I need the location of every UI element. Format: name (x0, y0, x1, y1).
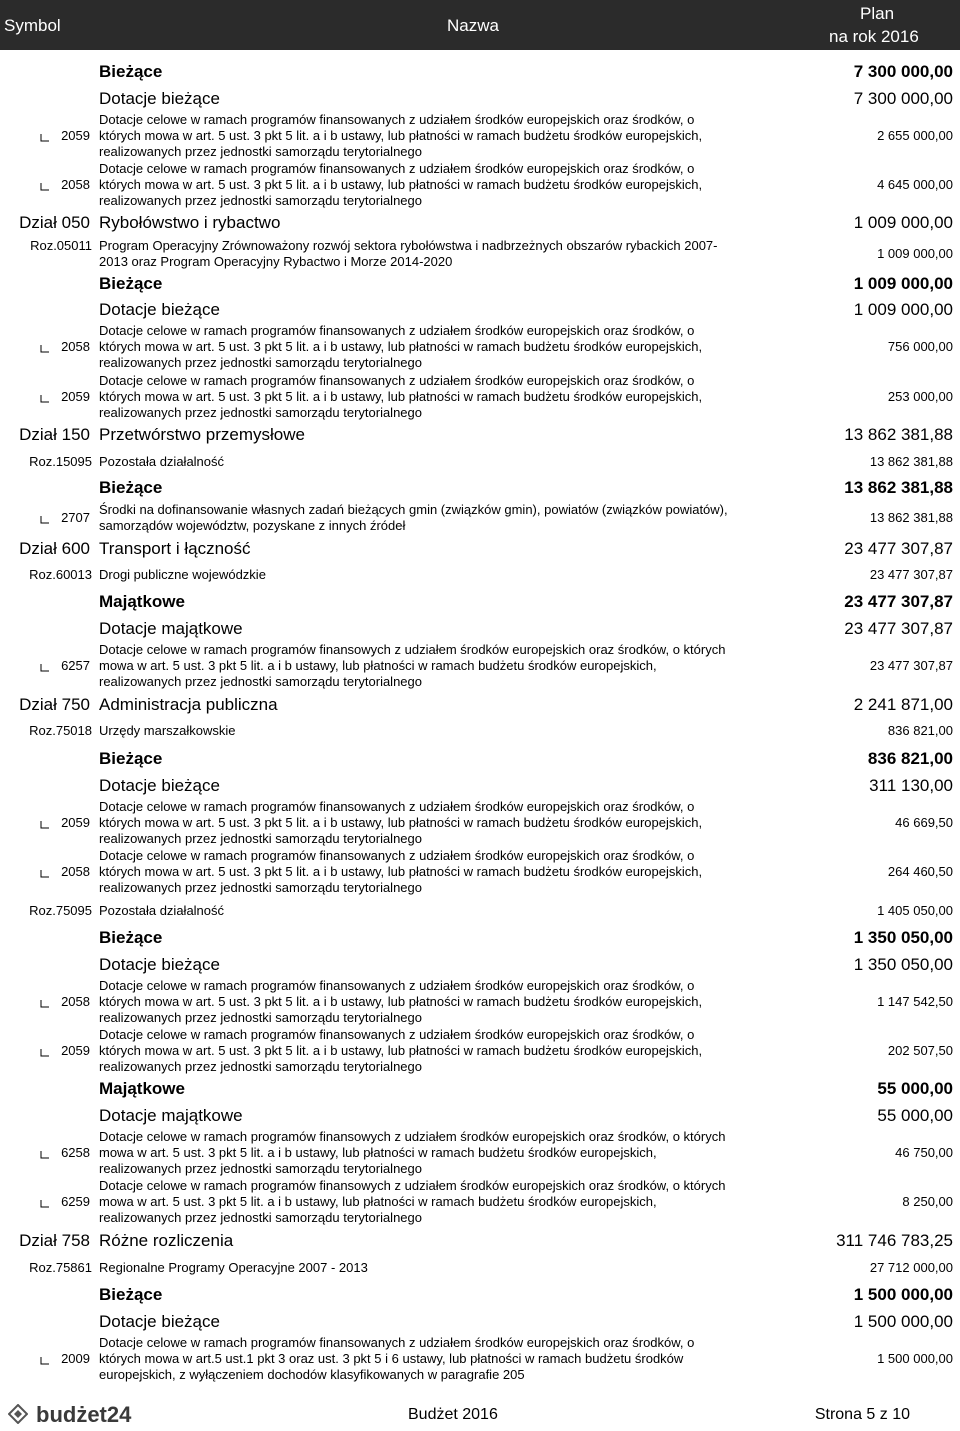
header-plan-year: na rok 2016 (829, 27, 919, 46)
paragraph-code: 2009 (61, 1351, 90, 1366)
category-amount: 23 477 307,87 (844, 592, 953, 611)
section-amount: 13 862 381,88 (844, 425, 953, 444)
paragraph-description-line: realizowanych przez jednostki samorządu terytorialnego (99, 1210, 422, 1225)
category-label: Majątkowe (99, 1079, 185, 1098)
paragraph-description-line: realizowanych przez jednostki samorządu terytorialnego (99, 405, 422, 420)
subcategory-amount: 23 477 307,87 (844, 619, 953, 638)
paragraph-description-line: Dotacje celowe w ramach programów finansowanych z udziałem środków europejskich oraz środków, o (99, 112, 695, 127)
paragraph-description-line: Dotacje celowe w ramach programów finansowanych z udziałem środków europejskich oraz środków, o (99, 1335, 695, 1350)
subcategory-label: Dotacje bieżące (99, 955, 220, 974)
paragraph-amount: 1 500 000,00 (877, 1351, 953, 1366)
category-amount: 55 000,00 (877, 1079, 953, 1098)
paragraph-amount: 1 147 542,50 (877, 994, 953, 1009)
paragraph-description-line: których mowa w art. 5 ust. 3 pkt 5 lit. a i b ustawy, lub płatności w ramach budżetu środków europejskich, (99, 128, 703, 143)
paragraph-amount: 46 669,50 (895, 815, 953, 830)
page-footer (0, 1398, 960, 1431)
chapter-amount: 1 405 050,00 (877, 903, 953, 918)
subcategory-label: Dotacje bieżące (99, 1312, 220, 1331)
paragraph-description-line: Dotacje celowe w ramach programów finansowych z udziałem środków europejskich oraz środków, o których (99, 1129, 726, 1144)
paragraph-description-line: Dotacje celowe w ramach programów finansowych z udziałem środków europejskich oraz środków, o których (99, 1178, 726, 1193)
paragraph-code: 2059 (61, 1043, 90, 1058)
chapter-name-line: Program Operacyjny Zrównoważony rozwój sektora rybołówstwa i nadbrzeżnych obszarów rybackich 2007- (99, 238, 718, 253)
subcategory-label: Dotacje bieżące (99, 300, 220, 319)
paragraph-code: 2058 (61, 864, 90, 879)
category-label: Bieżące (99, 62, 163, 81)
section-code: Dział 600 (19, 539, 90, 558)
chapter-name-line: Urzędy marszałkowskie (99, 723, 236, 738)
subcategory-amount: 7 300 000,00 (853, 89, 953, 108)
category-label: Bieżące (99, 274, 163, 293)
chapter-name-line: Pozostała działalność (99, 454, 225, 469)
paragraph-description-line: których mowa w art. 5 ust. 3 pkt 5 lit. a i b ustawy, lub płatności w ramach budżetu środków europejskich, (99, 815, 703, 830)
paragraph-description-line: których mowa w art. 5 ust. 3 pkt 5 lit. a i b ustawy, lub płatności w ramach budżetu środków europejskich, (99, 1043, 703, 1058)
paragraph-amount: 13 862 381,88 (869, 510, 953, 525)
section-label: Rybołówstwo i rybactwo (99, 213, 281, 232)
paragraph-amount: 8 250,00 (902, 1194, 953, 1209)
chapter-name-line: Regionalne Programy Operacyjne 2007 - 2013 (99, 1260, 368, 1275)
paragraph-amount: 46 750,00 (895, 1145, 953, 1160)
paragraph-description-line: których mowa w art. 5 ust. 3 pkt 5 lit. a i b ustawy, lub płatności w ramach budżetu środków europejskich, (99, 177, 703, 192)
header-nazwa: Nazwa (447, 16, 499, 35)
category-amount: 1 350 050,00 (853, 928, 953, 947)
paragraph-description-line: realizowanych przez jednostki samorządu terytorialnego (99, 1010, 422, 1025)
paragraph-description-line: Dotacje celowe w ramach programów finansowanych z udziałem środków europejskich oraz środków, o (99, 848, 695, 863)
paragraph-code: 2058 (61, 994, 90, 1009)
footer-logo-text: budżet24 (36, 1402, 132, 1427)
paragraph-description-line: realizowanych przez jednostki samorządu terytorialnego (99, 1059, 422, 1074)
section-code: Dział 150 (19, 425, 90, 444)
table-header (0, 0, 960, 50)
subcategory-label: Dotacje majątkowe (99, 619, 243, 638)
footer-budget-year: Budżet 2016 (408, 1406, 498, 1423)
chapter-code: Roz.15095 (29, 454, 92, 469)
paragraph-code: 6257 (61, 658, 90, 673)
paragraph-code: 2058 (61, 177, 90, 192)
subcategory-amount: 311 130,00 (869, 776, 953, 795)
chapter-code: Roz.75861 (29, 1260, 92, 1275)
paragraph-amount: 2 655 000,00 (877, 128, 953, 143)
section-amount: 2 241 871,00 (853, 695, 953, 714)
section-label: Administracja publiczna (99, 695, 278, 714)
paragraph-description-line: których mowa w art. 5 ust. 3 pkt 5 lit. a i b ustawy, lub płatności w ramach budżetu środków europejskich, (99, 339, 703, 354)
paragraph-description-line: Dotacje celowe w ramach programów finansowanych z udziałem środków europejskich oraz środków, o (99, 161, 695, 176)
subcategory-label: Dotacje bieżące (99, 89, 220, 108)
subcategory-amount: 1 350 050,00 (853, 955, 953, 974)
chapter-name-line: Drogi publiczne wojewódzkie (99, 567, 266, 582)
chapter-code: Roz.75018 (29, 723, 92, 738)
section-amount: 23 477 307,87 (844, 539, 953, 558)
category-label: Bieżące (99, 1285, 163, 1304)
category-label: Bieżące (99, 928, 163, 947)
paragraph-description-line: Dotacje celowe w ramach programów finansowanych z udziałem środków europejskich oraz środków, o (99, 799, 695, 814)
category-label: Bieżące (99, 749, 163, 768)
chapter-code: Roz.60013 (29, 567, 92, 582)
paragraph-description-line: Dotacje celowe w ramach programów finansowych z udziałem środków europejskich oraz środków, o których (99, 642, 726, 657)
paragraph-code: 2707 (61, 510, 90, 525)
paragraph-code: 6258 (61, 1145, 90, 1160)
paragraph-code: 2059 (61, 815, 90, 830)
paragraph-description-line: Dotacje celowe w ramach programów finansowanych z udziałem środków europejskich oraz środków, o (99, 1027, 695, 1042)
chapter-amount: 27 712 000,00 (869, 1260, 953, 1275)
paragraph-description-line: realizowanych przez jednostki samorządu terytorialnego (99, 193, 422, 208)
paragraph-description-line: realizowanych przez jednostki samorządu terytorialnego (99, 674, 422, 689)
subcategory-amount: 55 000,00 (877, 1106, 953, 1125)
section-label: Różne rozliczenia (99, 1231, 234, 1250)
section-amount: 1 009 000,00 (853, 213, 953, 232)
paragraph-description-line: realizowanych przez jednostki samorządu terytorialnego (99, 144, 422, 159)
paragraph-description-line: Dotacje celowe w ramach programów finansowanych z udziałem środków europejskich oraz środków, o (99, 978, 695, 993)
paragraph-code: 6259 (61, 1194, 90, 1209)
footer-page-number: Strona 5 z 10 (814, 1406, 910, 1423)
subcategory-amount: 1 500 000,00 (853, 1312, 953, 1331)
paragraph-description-line: Środki na dofinansowanie własnych zadań bieżących gmin (związków gmin), powiatów (związków powiatów), (99, 502, 728, 517)
category-label: Bieżące (99, 478, 163, 497)
paragraph-code: 2059 (61, 128, 90, 143)
subcategory-label: Dotacje bieżące (99, 776, 220, 795)
chapter-name-line: Pozostała działalność (99, 903, 225, 918)
section-label: Transport i łączność (99, 539, 251, 558)
paragraph-amount: 264 460,50 (887, 864, 953, 879)
paragraph-description-line: mowa w art. 5 ust. 3 pkt 5 lit. a i b ustawy, lub płatności w ramach budżetu środków europejskich, (99, 1194, 657, 1209)
paragraph-description-line: których mowa w art.5 ust.1 pkt 3 oraz ust. 3 pkt 5 i 6 ustawy, lub płatności w ramach budżetu środków (99, 1351, 684, 1366)
paragraph-amount: 23 477 307,87 (869, 658, 953, 673)
category-amount: 1 500 000,00 (853, 1285, 953, 1304)
subcategory-amount: 1 009 000,00 (853, 300, 953, 319)
subcategory-label: Dotacje majątkowe (99, 1106, 243, 1125)
paragraph-code: 2059 (61, 389, 90, 404)
paragraph-description-line: realizowanych przez jednostki samorządu terytorialnego (99, 1161, 422, 1176)
category-amount: 1 009 000,00 (853, 274, 953, 293)
section-code: Dział 758 (19, 1231, 90, 1250)
category-amount: 13 862 381,88 (844, 478, 953, 497)
header-plan: Plan (860, 4, 895, 23)
paragraph-description-line: mowa w art. 5 ust. 3 pkt 5 lit. a i b ustawy, lub płatności w ramach budżetu środków europejskich, (99, 1145, 657, 1160)
paragraph-code: 2058 (61, 339, 90, 354)
chapter-code: Roz.75095 (29, 903, 92, 918)
paragraph-description-line: realizowanych przez jednostki samorządu terytorialnego (99, 355, 422, 370)
section-code: Dział 750 (19, 695, 90, 714)
chapter-amount: 836 821,00 (887, 723, 953, 738)
paragraph-description-line: których mowa w art. 5 ust. 3 pkt 5 lit. a i b ustawy, lub płatności w ramach budżetu środków europejskich, (99, 994, 703, 1009)
chapter-name-line: 2013 oraz Program Operacyjny Rybactwo i Morze 2014-2020 (99, 254, 453, 269)
category-label: Majątkowe (99, 592, 185, 611)
paragraph-description-line: mowa w art. 5 ust. 3 pkt 5 lit. a i b ustawy, lub płatności w ramach budżetu środków europejskich, (99, 658, 657, 673)
paragraph-description-line: europejskich, z wyłączeniem dochodów klasyfikowanych w paragrafie 205 (99, 1367, 525, 1382)
chapter-amount: 23 477 307,87 (869, 567, 953, 582)
paragraph-description-line: realizowanych przez jednostki samorządu terytorialnego (99, 831, 422, 846)
header-symbol: Symbol (4, 16, 61, 35)
paragraph-description-line: realizowanych przez jednostki samorządu terytorialnego (99, 880, 422, 895)
paragraph-description-line: Dotacje celowe w ramach programów finansowanych z udziałem środków europejskich oraz środków, o (99, 323, 695, 338)
chapter-code: Roz.05011 (30, 238, 92, 253)
chapter-amount: 13 862 381,88 (869, 454, 953, 469)
paragraph-description-line: których mowa w art. 5 ust. 3 pkt 5 lit. a i b ustawy, lub płatności w ramach budżetu środków europejskich, (99, 389, 703, 404)
chapter-amount: 1 009 000,00 (877, 246, 953, 261)
category-amount: 7 300 000,00 (853, 62, 953, 81)
section-amount: 311 746 783,25 (836, 1231, 953, 1250)
paragraph-amount: 253 000,00 (887, 389, 953, 404)
paragraph-amount: 4 645 000,00 (877, 177, 953, 192)
paragraph-description-line: których mowa w art. 5 ust. 3 pkt 5 lit. a i b ustawy, lub płatności w ramach budżetu środków europejskich, (99, 864, 703, 879)
category-amount: 836 821,00 (867, 749, 953, 768)
section-code: Dział 050 (19, 213, 90, 232)
paragraph-description-line: samorządów województw, pozyskane z innych źródeł (99, 518, 406, 533)
section-label: Przetwórstwo przemysłowe (99, 425, 305, 444)
paragraph-amount: 756 000,00 (887, 339, 953, 354)
paragraph-description-line: Dotacje celowe w ramach programów finansowanych z udziałem środków europejskich oraz środków, o (99, 373, 695, 388)
paragraph-amount: 202 507,50 (887, 1043, 953, 1058)
diamond-logo-icon (8, 1404, 28, 1424)
